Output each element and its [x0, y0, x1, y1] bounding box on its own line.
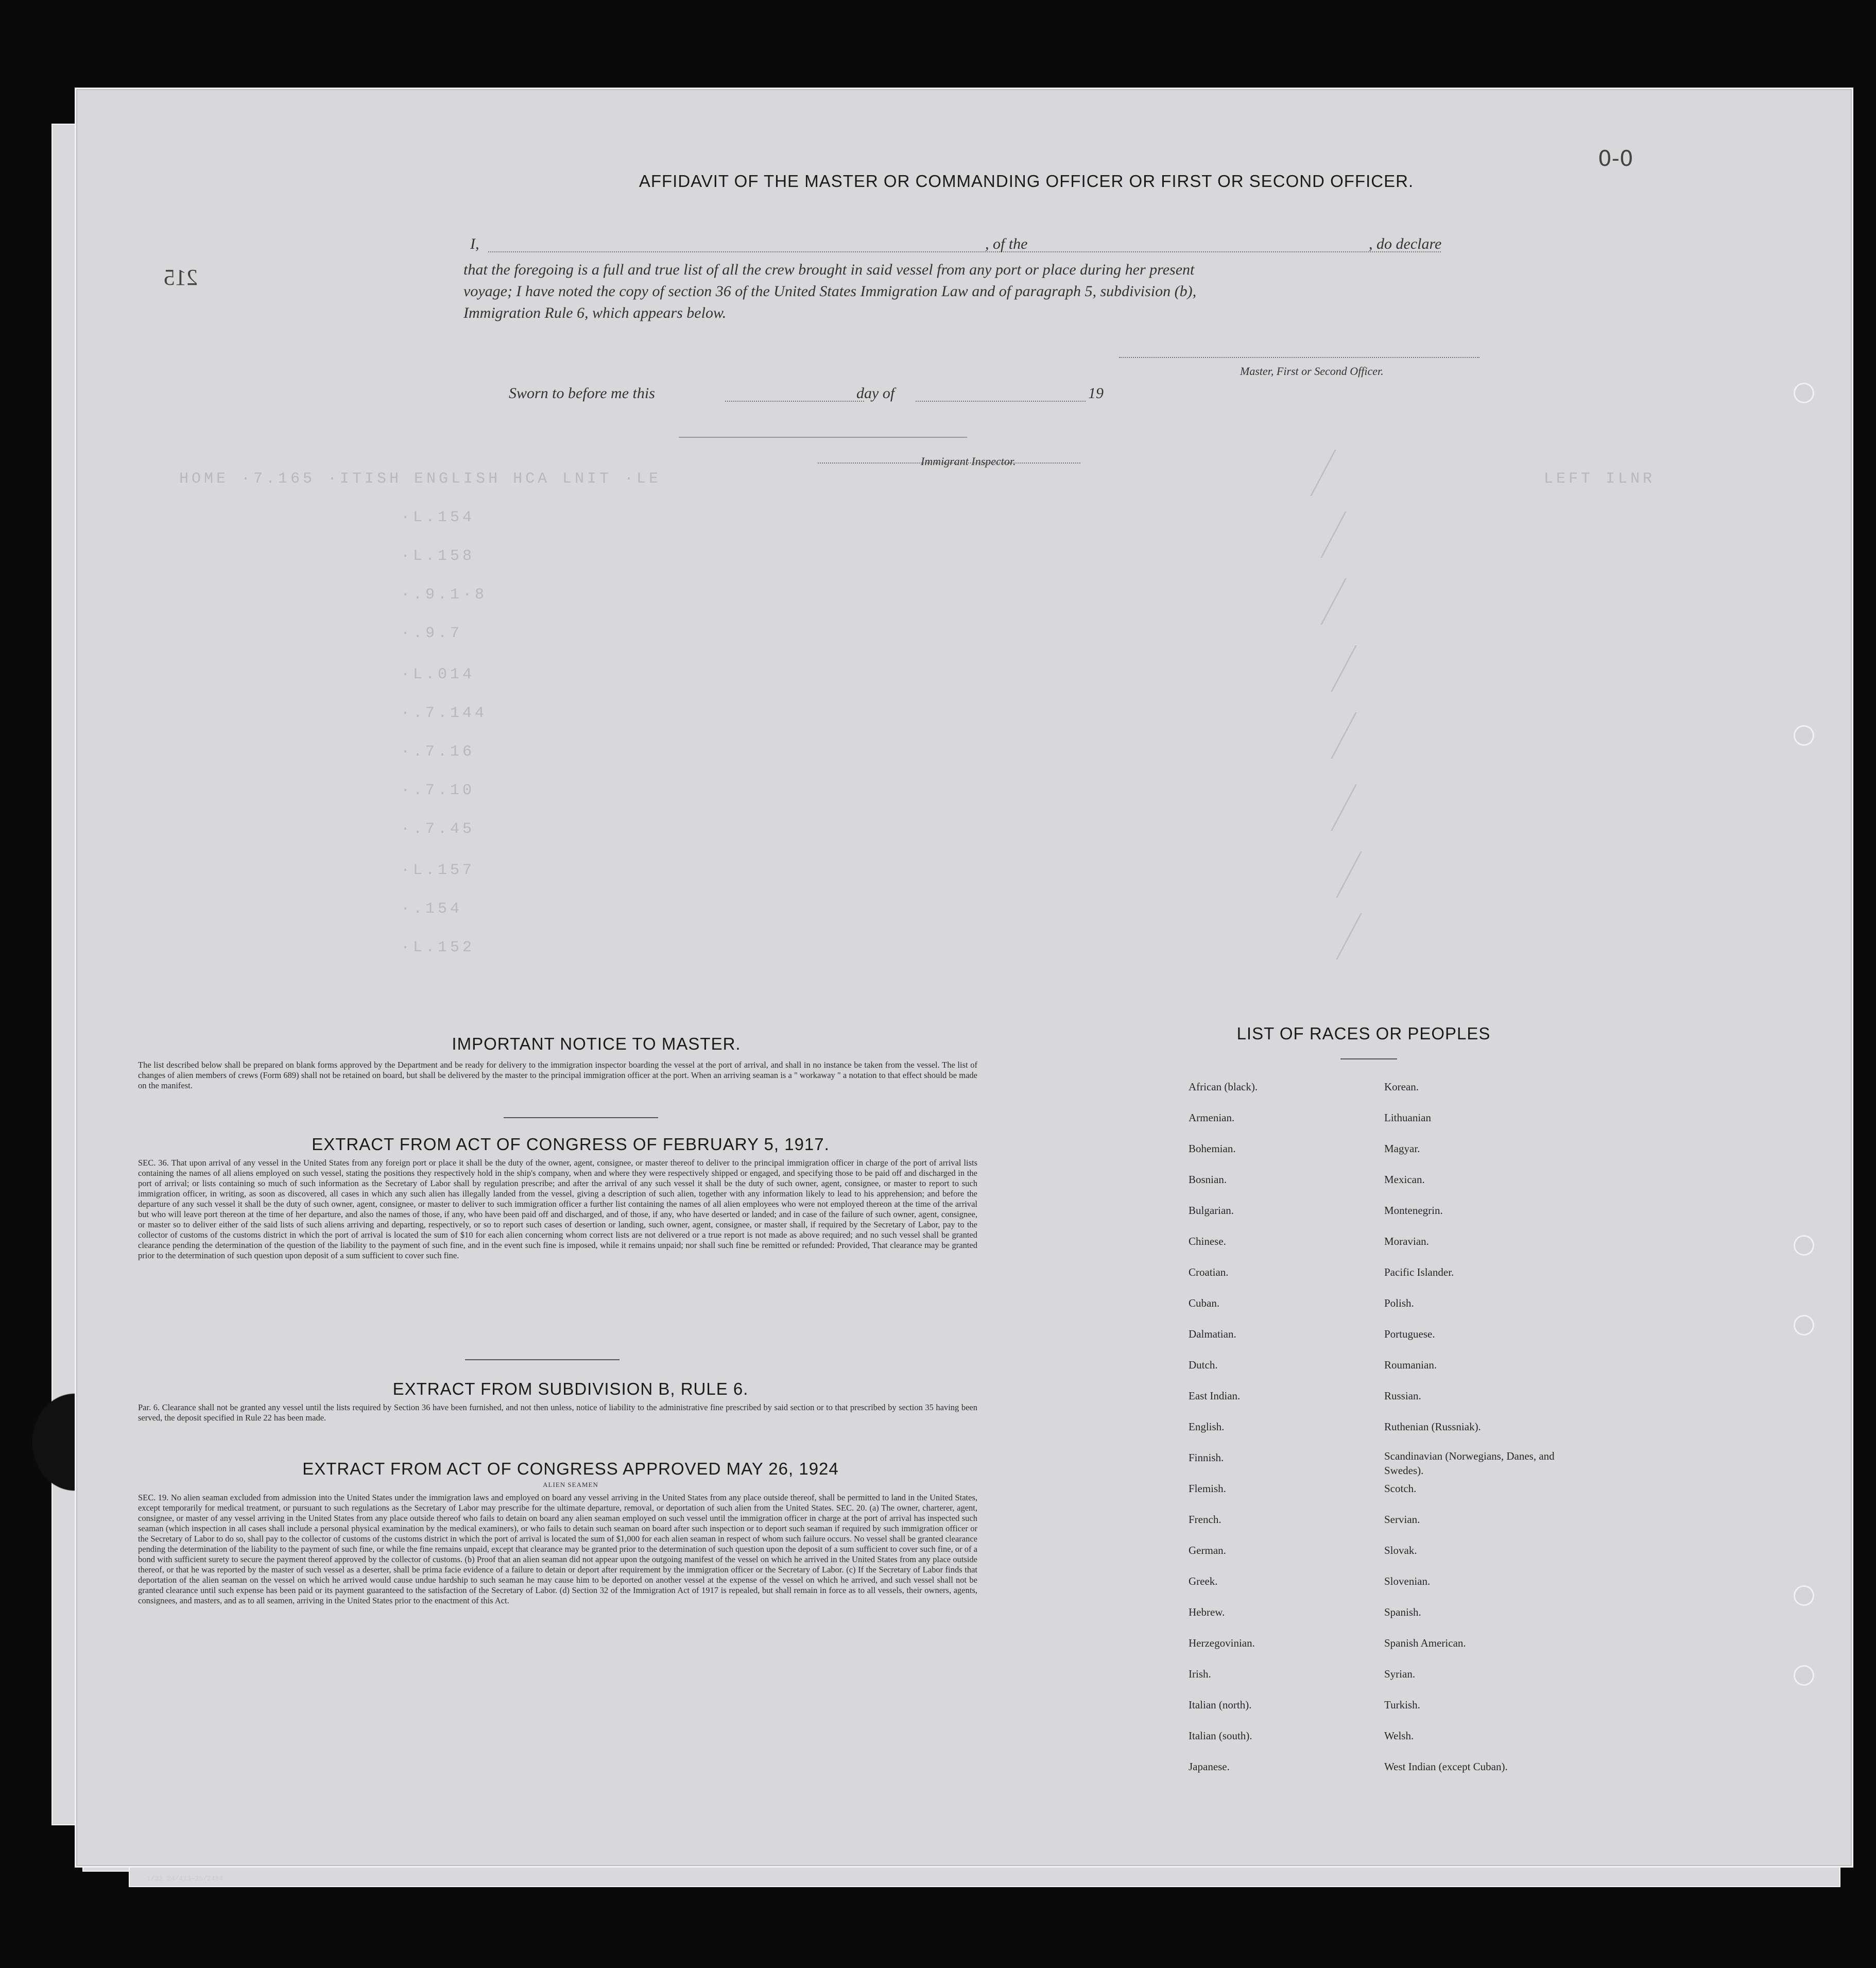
race-item: Bosnian.	[1189, 1173, 1227, 1186]
name-blank-line	[488, 251, 1049, 252]
race-item: Mexican.	[1384, 1173, 1425, 1186]
race-item: Irish.	[1189, 1668, 1211, 1680]
master-signature-line	[1119, 357, 1479, 358]
document-page	[75, 88, 1853, 1868]
affidavit-i-label: I,	[470, 235, 479, 252]
year-label: 19	[1088, 385, 1104, 402]
pen-mark	[1320, 511, 1347, 558]
extract-1924-subtitle: ALIEN SEAMEN	[543, 1481, 598, 1488]
race-item: Portuguese.	[1384, 1328, 1435, 1340]
pen-mark	[1331, 712, 1357, 759]
bleed-through-row: ·.154	[401, 900, 463, 918]
race-item: Armenian.	[1189, 1111, 1235, 1124]
punch-hole	[1794, 1235, 1814, 1256]
margin-number: 215	[164, 265, 198, 290]
race-item: Montenegrin.	[1384, 1204, 1443, 1217]
bleed-through-row: ·L.157	[401, 862, 475, 879]
affidavit-line-2: voyage; I have noted the copy of section 36 of the United States Immigration Law and of paragraph 5, subdivision (b),	[463, 283, 1197, 300]
race-item: Korean.	[1384, 1081, 1419, 1093]
race-item: Italian (south).	[1189, 1730, 1252, 1742]
subdivision-body: Par. 6. Clearance shall not be granted any vessel until the lists required by Section 36 have been furnished, and not then unless, notice of liability to the administrative fine prescribed by said section or to that prescribed by section 35 having been served, the deposit specified in Rule 22 has been made.	[138, 1402, 977, 1423]
pen-mark	[1336, 851, 1362, 898]
race-item: Japanese.	[1189, 1760, 1230, 1773]
subdivision-title: EXTRACT FROM SUBDIVISION B, RULE 6.	[392, 1379, 749, 1398]
race-item: Pacific Islander.	[1384, 1266, 1454, 1278]
punch-hole	[1794, 1315, 1814, 1336]
affidavit-line-3: Immigration Rule 6, which appears below.	[463, 304, 727, 321]
extract-1924-title: EXTRACT FROM ACT OF CONGRESS APPROVED MAY 26, 1924	[302, 1459, 839, 1478]
race-item: Roumanian.	[1384, 1359, 1437, 1371]
race-item: Hebrew.	[1189, 1606, 1225, 1618]
race-item: Ruthenian (Russniak).	[1384, 1421, 1481, 1433]
notice-body: The list described below shall be prepared on blank forms approved by the Department and be ready for delivery to the immigration inspector boarding the vessel at the port of arrival, and shall in no instance be taken from the vessel. The list of changes of alien members of crews (Form 689) shall not be retained on board, but shall be delivered by the master to the principal immigration officer at the port. When an arriving seaman is a " workaway " a notation to that effect should be made on the manifest.	[138, 1060, 977, 1090]
corner-mark: 0-0	[1598, 146, 1633, 171]
race-item: Bulgarian.	[1189, 1204, 1234, 1217]
race-item: English.	[1189, 1421, 1225, 1433]
race-item: Servian.	[1384, 1513, 1420, 1526]
race-item: East Indian.	[1189, 1390, 1241, 1402]
sworn-day-line	[725, 401, 864, 402]
bleed-through-row: ·.7.10	[401, 782, 475, 799]
bleed-through-row: ·.9.7	[401, 625, 463, 642]
master-signature-label: Master, First or Second Officer.	[1240, 365, 1384, 378]
affidavit-title: AFFIDAVIT OF THE MASTER OR COMMANDING OFFICER OR FIRST OR SECOND OFFICER.	[639, 172, 1414, 191]
race-item: Moravian.	[1384, 1235, 1429, 1247]
race-item: Russian.	[1384, 1390, 1421, 1402]
bleed-through-row: ·L.158	[401, 547, 475, 565]
race-item: Welsh.	[1384, 1730, 1414, 1742]
race-item: Herzegovinian.	[1189, 1637, 1255, 1649]
affidavit-of-the: , of the	[985, 235, 1028, 252]
inspector-signature-line	[679, 437, 967, 438]
notice-title: IMPORTANT NOTICE TO MASTER.	[452, 1034, 741, 1053]
race-item: Scandinavian (Norwegians, Danes, and Swedes).	[1384, 1450, 1555, 1477]
divider-rule	[1340, 1058, 1397, 1059]
bleed-through-row: LEFT ILNR	[1544, 470, 1656, 488]
bleed-through-row: ·.7.144	[401, 705, 488, 722]
race-item: Syrian.	[1384, 1668, 1416, 1680]
punch-hole	[1794, 1665, 1814, 1686]
race-item: Greek.	[1189, 1575, 1218, 1587]
races-title: LIST OF RACES OR PEOPLES	[1236, 1024, 1491, 1043]
race-item: Dutch.	[1189, 1359, 1218, 1371]
race-item: Italian (north).	[1189, 1699, 1252, 1711]
pen-mark	[1320, 578, 1347, 625]
pen-mark	[1310, 450, 1336, 496]
bleed-through-row: ·.7.45	[401, 820, 475, 838]
race-item: Slovak.	[1384, 1544, 1417, 1556]
race-item: Cuban.	[1189, 1297, 1220, 1309]
race-item: West Indian (except Cuban).	[1384, 1760, 1508, 1773]
bleed-through-row: HOME ·7.165 ·ITISH ENGLISH HCA LNIT ·LE	[179, 470, 662, 488]
race-item: French.	[1189, 1513, 1221, 1526]
divider-rule	[504, 1117, 658, 1118]
affidavit-line-1: that the foregoing is a full and true list of all the crew brought in said vessel from any port or place during her present	[463, 261, 1195, 278]
divider-rule	[465, 1359, 619, 1360]
pen-mark	[1331, 784, 1357, 831]
punch-hole	[1794, 1585, 1814, 1606]
race-item: Lithuanian	[1384, 1111, 1431, 1124]
race-item: Flemish.	[1189, 1482, 1226, 1495]
sworn-label: Sworn to before me this	[509, 385, 655, 402]
race-item: Slovenian.	[1384, 1575, 1431, 1587]
inspector-label: Immigrant Inspector.	[921, 455, 1016, 468]
race-item: Polish.	[1384, 1297, 1414, 1309]
bleed-through-row: ·.9.1·8	[401, 586, 488, 604]
race-item: Spanish.	[1384, 1606, 1421, 1618]
pen-mark	[1336, 913, 1362, 960]
affidavit-do-declare: , do declare	[1369, 235, 1442, 252]
race-item: Spanish American.	[1384, 1637, 1466, 1649]
pen-mark	[1331, 645, 1357, 692]
day-of-label: day of	[856, 385, 895, 402]
bleed-through-row: ·L.014	[401, 666, 475, 683]
race-item: Scotch.	[1384, 1482, 1417, 1495]
race-item: Croatian.	[1189, 1266, 1229, 1278]
race-item: Magyar.	[1384, 1142, 1420, 1155]
race-item: Turkish.	[1384, 1699, 1420, 1711]
race-item: Finnish.	[1189, 1451, 1224, 1464]
extract-1924-body: SEC. 19. No alien seaman excluded from admission into the United States under the immigration laws and employed on board any vessel arriving in the United States from any place outside thereof, shall be permitted to land in the United States, except temporarily for medical treatment, or pursuant to such regulations as the Secretary of Labor may prescribe for the ultimate departure, removal, or deportation of such alien from the United States. SEC. 20. (a) The owner, charterer, agent, consignee, or master of any vessel arriving in the United States from any place outside thereof who fails to detain on board any alien seaman employed on such vessel until the immigration officer in charge at the port of arrival has inspected such seaman (which inspection in all cases shall include a personal physical examination by the medical examiners), or who fails to detain such seaman on board after such inspection or to deport such seaman if required by such immigration officer or the Secretary of Labor to do so, shall pay to the collector of customs of the customs district in which the port of arrival is located the sum of $1,000 for each alien seaman in respect of whom such failure occurs. No vessel shall be granted clearance pending the determination of the liability to the payment of such fine, or while the fine remains unpaid, except that clearance may be granted prior to the determination of such question upon the deposit of a sum sufficient to cover such fine, or of a bond with sufficient surety to secure the payment thereof approved by the collector of customs. (b) Proof that an alien seaman did not appear upon the outgoing manifest of the vessel on which he arrived in the United States from any place outside thereof, or that he was reported by the master of such vessel as a deserter, shall be prima facie evidence of a failure to detain or deport after requirement by the immigration officer or the Secretary of Labor. (c) If the Secretary of Labor finds that deportation of the alien seaman on the vessel on which he arrived would cause undue hardship to such seaman he may cause him to be deported on another vessel at the expense of the vessel on which he arrived, and such vessel shall not be granted clearance until such expense has been paid or its payment guaranteed to the satisfaction of the Secretary of Labor. (d) Section 32 of the Immigration Act of 1917 is repealed, but shall remain in force as to all vessels, their owners, agents, consignees, and masters, and as to all seamen, arriving in the United States prior to the enactment of this Act.	[138, 1493, 977, 1605]
print-code: 1/32 24/413—25/2484	[147, 1875, 223, 1883]
bleed-through-row: ·.7.16	[401, 743, 475, 761]
race-item: Bohemian.	[1189, 1142, 1236, 1155]
sworn-month-line	[916, 401, 1086, 402]
race-item: African (black).	[1189, 1081, 1258, 1093]
extract-1917-title: EXTRACT FROM ACT OF CONGRESS OF FEBRUARY 5, 1917.	[312, 1135, 830, 1154]
bleed-through-row: ·L.152	[401, 939, 475, 956]
punch-hole	[1794, 383, 1814, 403]
race-item: Chinese.	[1189, 1235, 1226, 1247]
bleed-through-row: ·L.154	[401, 509, 475, 526]
race-item: Dalmatian.	[1189, 1328, 1236, 1340]
race-item: German.	[1189, 1544, 1226, 1556]
extract-1917-body: SEC. 36. That upon arrival of any vessel in the United States from any foreign port or place it shall be the duty of the owner, agent, consignee, or master thereof to deliver to the principal immigration officer in charge of the port of arrival lists containing the names of all aliens employed on such vessel, stating the positions they respectively hold in the ship's company, when and where they were respectively shipped or engaged, and specifying those to be paid off and discharged in the port of arrival; or lists containing so much of such information as the Secretary of Labor shall by regulation prescribe; and after the arrival of any such vessel it shall be the duty of such owner, agent, consignee, or master to report to such immigration officer, in writing, as soon as discovered, all cases in which any such alien has illegally landed from the vessel, giving a description of such alien, together with any information likely to lead to his apprehension; and before the departure of any such vessel it shall be the duty of such owner, agent, consignee, or master to deliver to such immigration officer a further list containing the names of all alien employees who were not employed thereon at the time of the arrival but who will leave port thereon at the time of her departure, and also the names of those, if any, who have been paid off and discharged, and of those, if any, who have deserted or landed; and in case of the failure of such owner, agent, consignee, or master so to deliver either of the said lists of such aliens arriving and departing, respectively, or so to report such cases of desertion or landing, such owner, agent, consignee, or master shall, if required by the Secretary of Labor, pay to the collector of customs of the customs district in which the port of arrival is located the sum of $10 for each alien concerning whom correct lists are not delivered or a true report is not made as above required; and no such vessel shall be granted clearance pending the determination of the question of the liability to the payment of such fine, and in the event such fine is imposed, while it remains unpaid; nor shall such fine be remitted or refunded: Provided, That clearance may be granted prior to the determination of such question upon deposit of a sum sufficient to cover such fine.	[138, 1158, 977, 1260]
